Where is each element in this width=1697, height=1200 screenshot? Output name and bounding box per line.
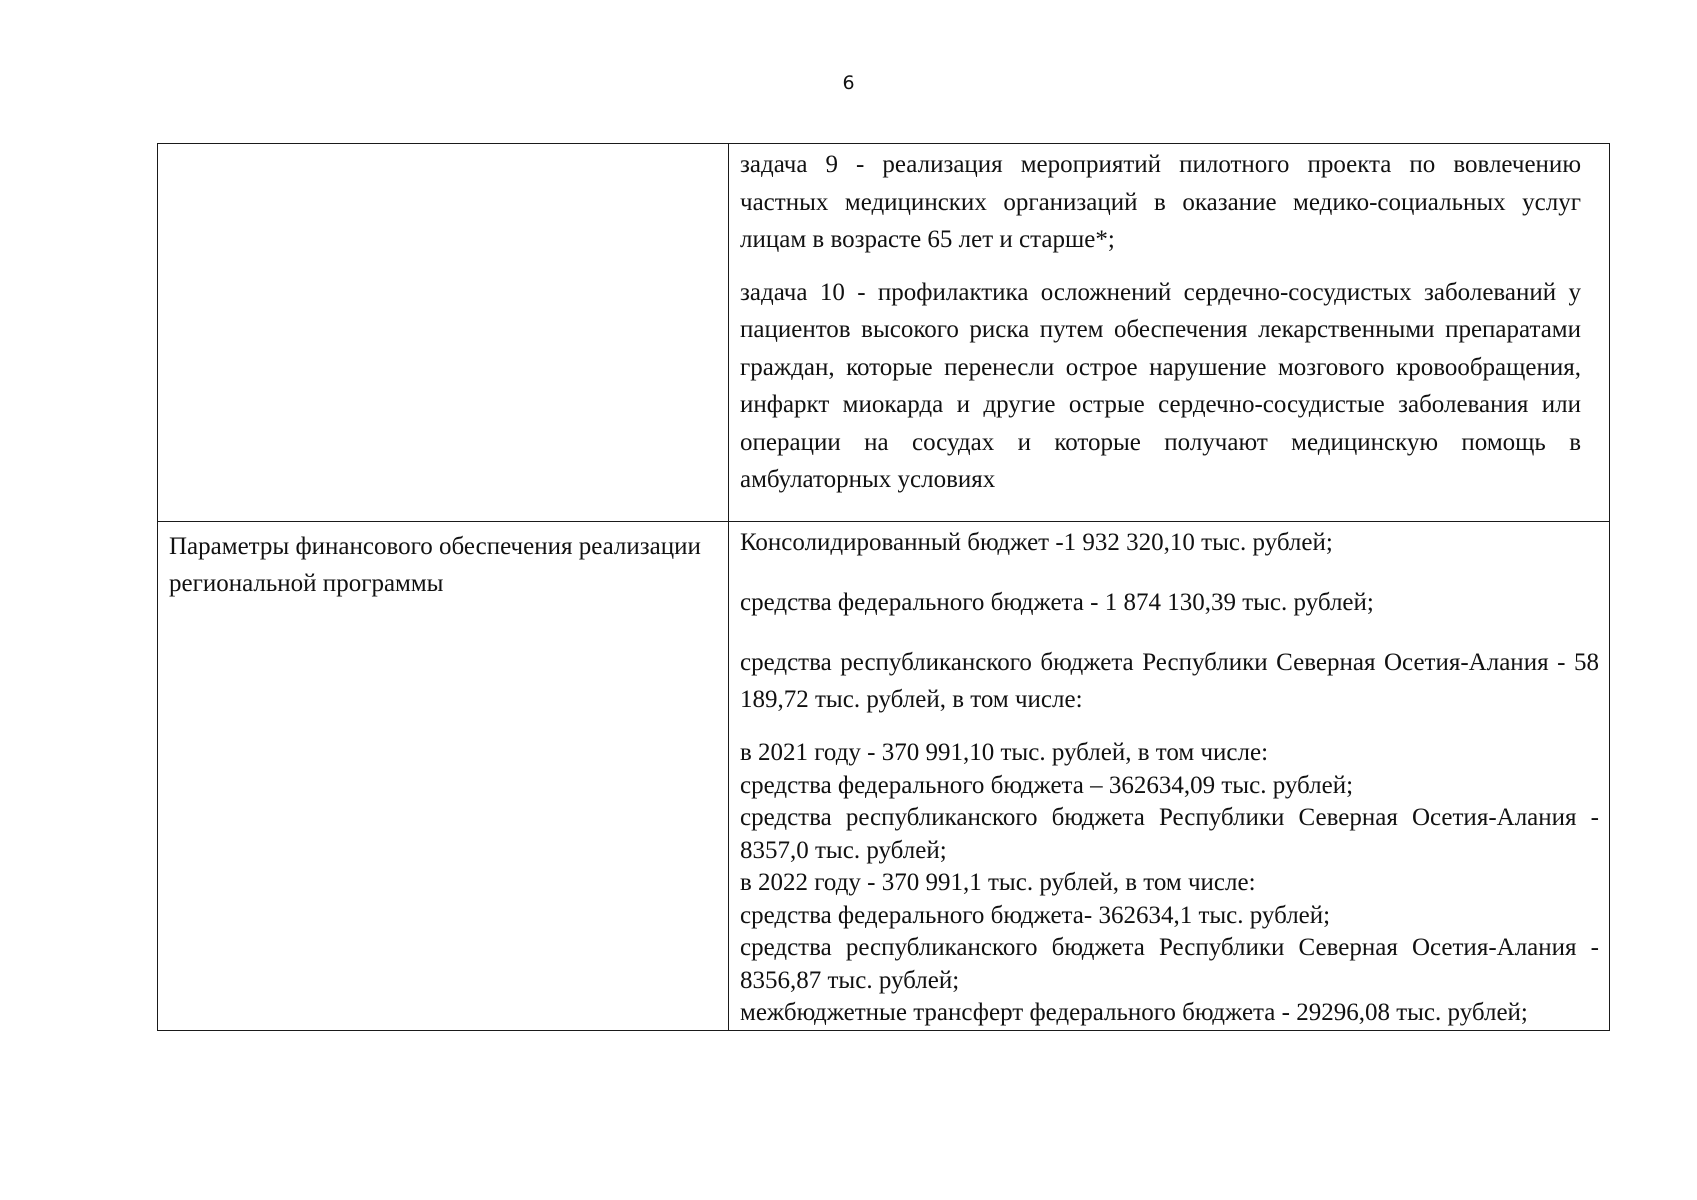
year-2021-total: в 2021 году - 370 991,10 тыс. рублей, в том числе: [740, 739, 1269, 766]
republican-budget: средства республиканского бюджета Республики Северная Осетия-Алания - 58 189,72 тыс. рублей, в том числе: [740, 649, 1599, 713]
year-2021-federal: средства федерального бюджета – 362634,09 тыс. рублей; [740, 771, 1354, 799]
financing-by-year [740, 737, 1599, 1030]
tasks-cell [729, 144, 1610, 522]
year-2021-republican: средства республиканского бюджета Республики Северная Осетия-Алания - 8357,0 тыс. рублей; [740, 804, 1599, 864]
page-number: 6 [842, 72, 855, 94]
year-2022-total: в 2022 году - 370 991,1 тыс. рублей, в том числе: [740, 869, 1256, 896]
tasks-label-cell [158, 144, 729, 522]
year-2022-federal: средства федерального бюджета- 362634,1 тыс. рублей; [740, 901, 1331, 929]
consolidated-budget: Консолидированный бюджет -1 932 320,10 тыс. рублей; [740, 529, 1333, 556]
year-2022-republican: средства республиканского бюджета Республики Северная Осетия-Алания - 8356,87 тыс. рублей; [740, 934, 1599, 994]
program-passport-table [157, 143, 1610, 1031]
task-10: задача 10 - профилактика осложнений сердечно-сосудистых заболеваний у пациентов высокого риска путем обеспечения лекарственными препаратами граждан, которые перенесли острое нарушение мозгового кровообращения, инфаркт миокарда и другие острые сердечно-сосудистые заболевания или операции на сосудах и которые получают медицинскую помощь в амбулаторных условиях [740, 278, 1581, 493]
interbudget-transfer: межбюджетные трансферт федерального бюджета - 29296,08 тыс. рублей; [740, 999, 1528, 1026]
table-row-tasks [158, 144, 1610, 522]
financing-label: Параметры финансового обеспечения реализации региональной программы [169, 533, 701, 597]
table-row-financing [158, 522, 1610, 1031]
financing-cell [729, 522, 1610, 1031]
financing-label-cell [158, 522, 729, 1031]
task-9: задача 9 - реализация мероприятий пилотного проекта по вовлечению частных медицинских организаций в оказание медико-социальных услуг лицам в возрасте 65 лет и старше*; [740, 151, 1581, 253]
federal-budget: средства федерального бюджета - 1 874 130,39 тыс. рублей; [740, 589, 1374, 616]
